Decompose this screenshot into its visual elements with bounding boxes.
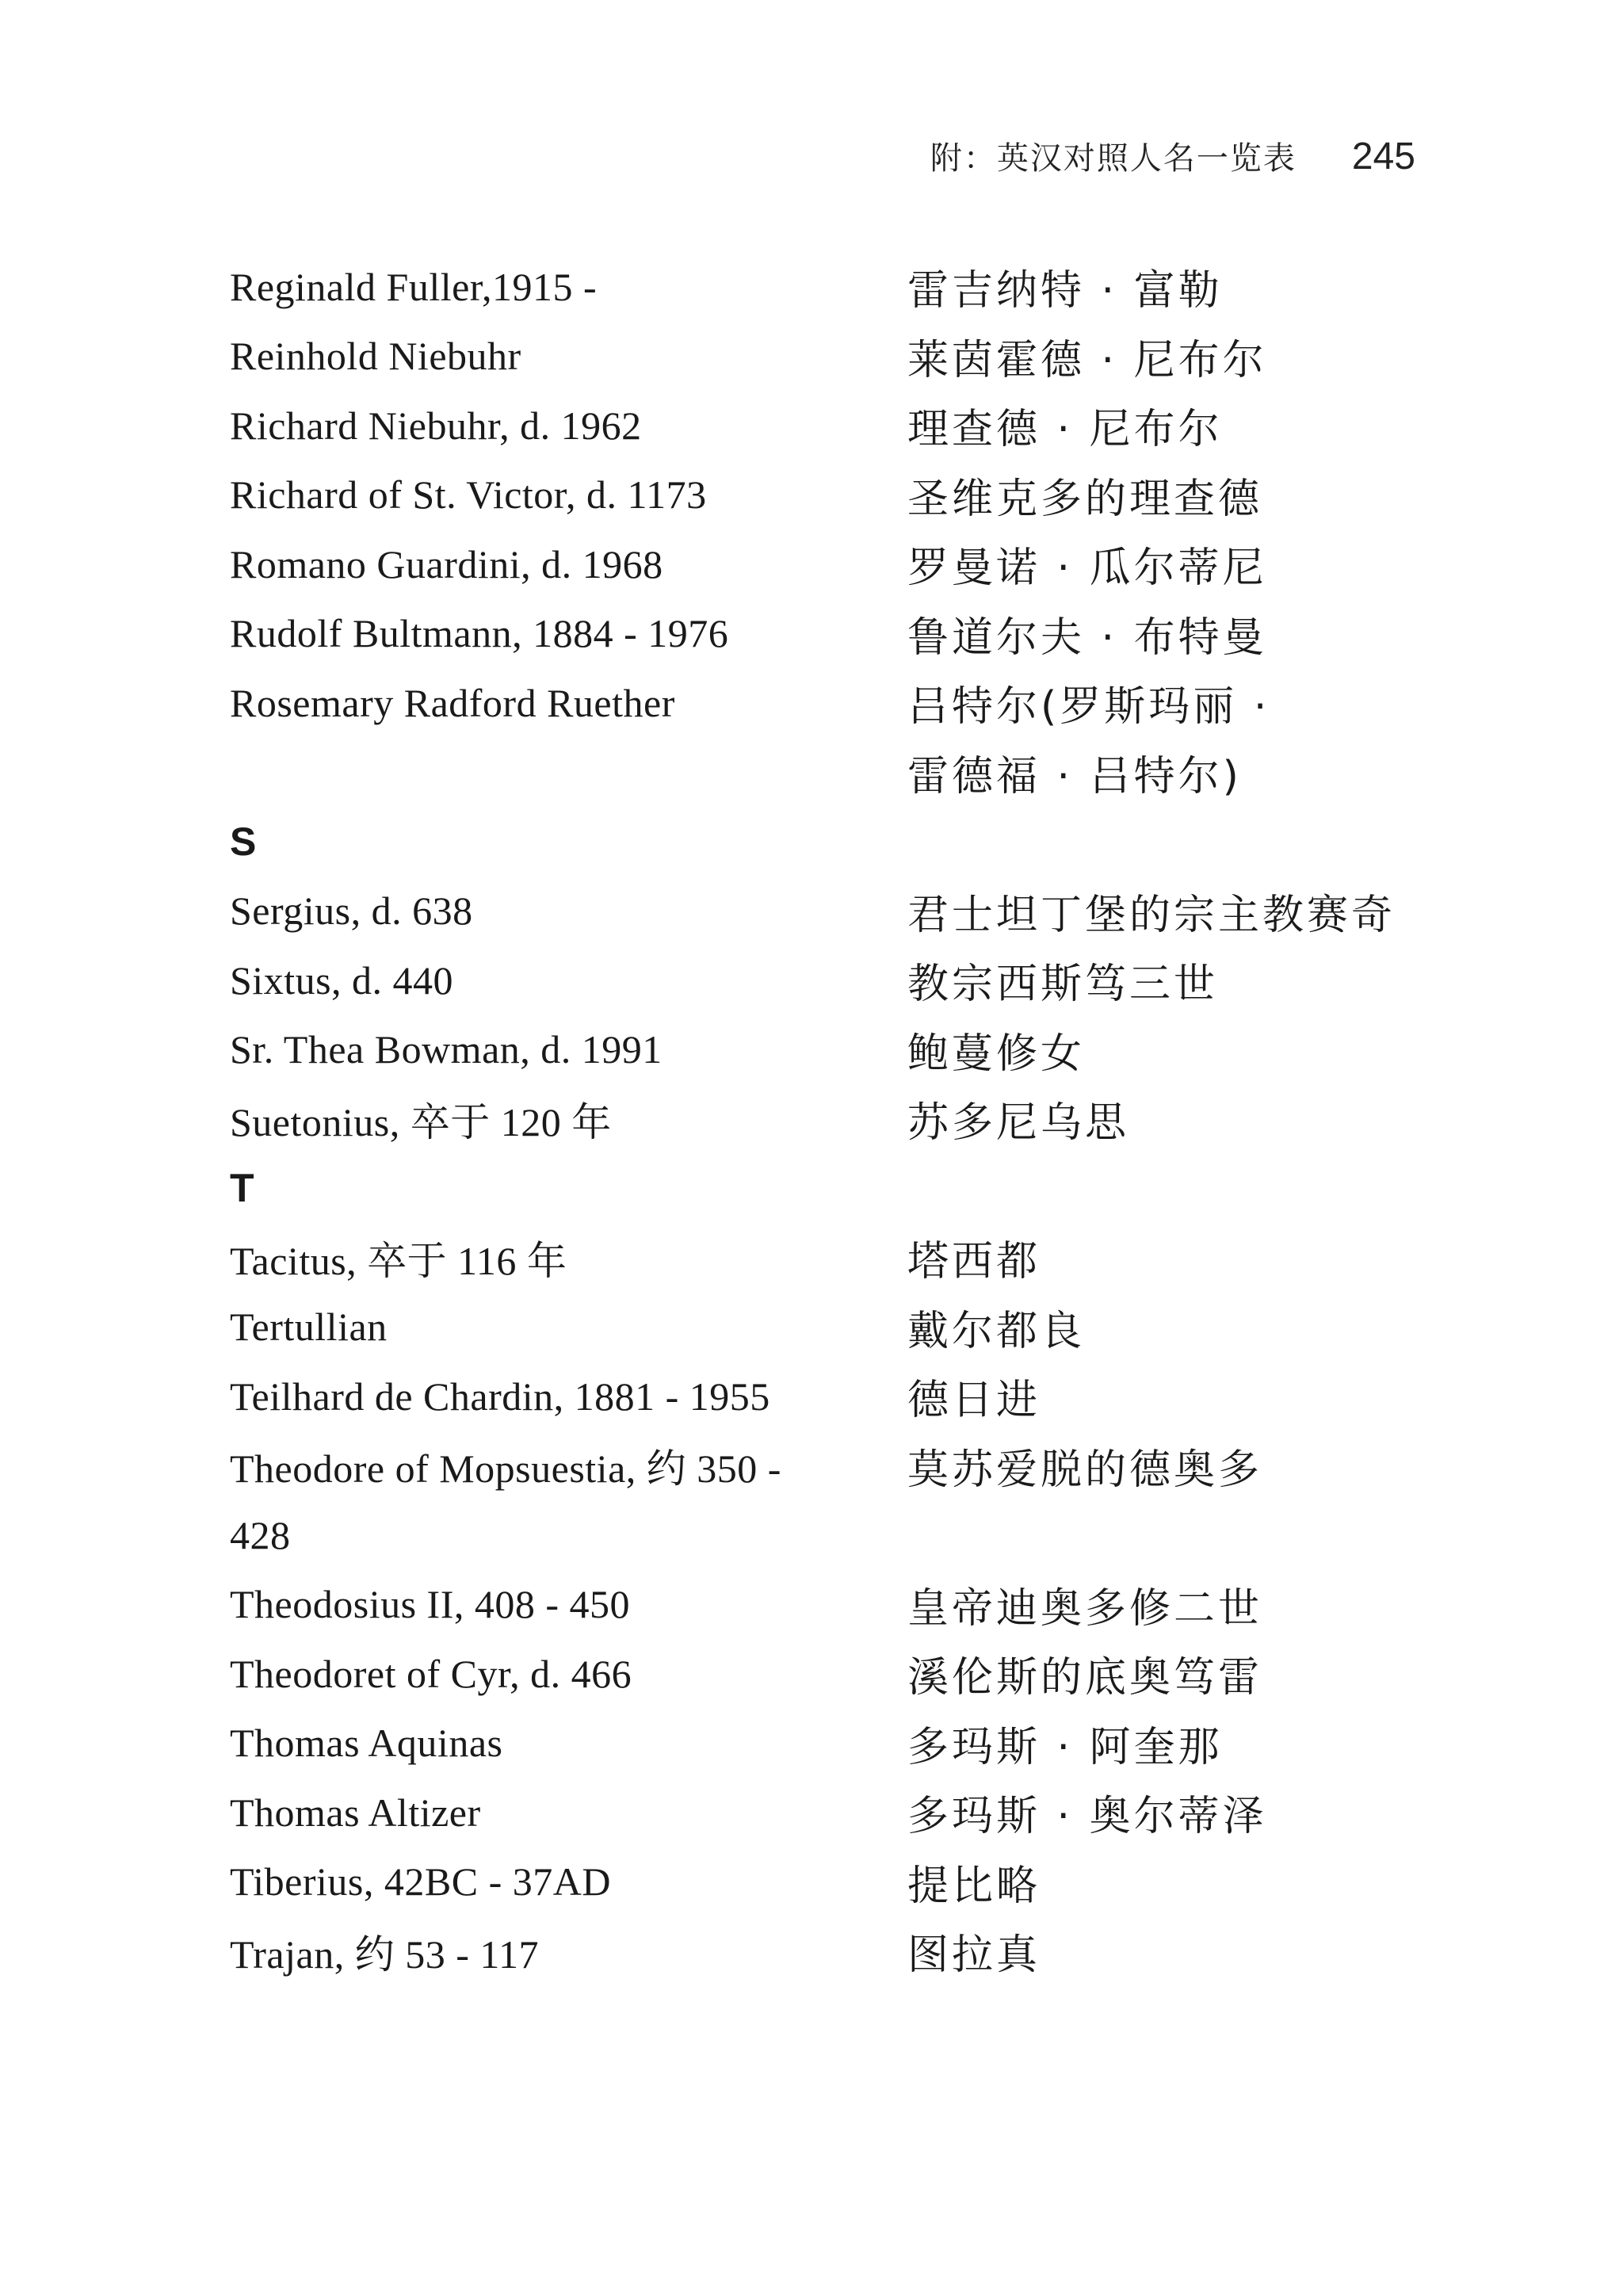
english-name: Tacitus, 卒于 116 年 <box>230 1238 567 1283</box>
english-name: Reinhold Niebuhr <box>230 334 521 379</box>
running-title: 附：英汉对照人名一览表 <box>930 140 1296 177</box>
english-name: Sr. Thea Bowman, d. 1991 <box>230 1027 663 1072</box>
index-entry-row <box>230 738 1419 808</box>
english-name: Teilhard de Chardin, 1881 - 1955 <box>230 1373 770 1419</box>
english-name: Theodoret of Cyr, d. 466 <box>230 1651 632 1696</box>
chinese-name: 提比略 <box>907 1862 1041 1910</box>
english-name: Theodosius II, 408 - 450 <box>230 1582 630 1627</box>
index-entry-row <box>230 1916 1419 1986</box>
english-name: Thomas Aquinas <box>230 1721 503 1766</box>
index-entry-row <box>230 1500 1419 1570</box>
index-entry-row <box>230 1431 1419 1501</box>
chinese-name: 罗曼诺 · 瓜尔蒂尼 <box>907 544 1267 593</box>
index-entry-row <box>230 946 1419 1015</box>
english-name: Rosemary Radford Ruether <box>230 680 675 725</box>
english-name: Richard of St. Victor, d. 1173 <box>230 472 707 518</box>
chinese-name: 莫苏爱脱的德奥多 <box>907 1446 1263 1494</box>
chinese-name: 德日进 <box>907 1377 1041 1425</box>
chinese-name: 君士坦丁堡的宗主教赛奇 <box>907 891 1396 939</box>
index-entry-row <box>230 252 1419 322</box>
index-entry-row <box>230 322 1419 392</box>
index-entry-row <box>230 1639 1419 1709</box>
english-name: 428 <box>230 1512 291 1557</box>
section-letter: S <box>230 819 257 864</box>
english-name: Tertullian <box>230 1305 388 1350</box>
english-name: Richard Niebuhr, d. 1962 <box>230 403 642 448</box>
index-entry-row <box>230 668 1419 738</box>
chinese-name: 戴尔都良 <box>907 1307 1086 1355</box>
english-name: Suetonius, 卒于 120 年 <box>230 1099 612 1144</box>
section-letter: T <box>230 1166 254 1211</box>
english-name: Theodore of Mopsuestia, 约 350 - <box>230 1446 781 1492</box>
chinese-name: 莱茵霍德 · 尼布尔 <box>907 336 1267 384</box>
index-entry-row <box>230 1778 1419 1847</box>
chinese-name: 多玛斯 · 奥尔蒂泽 <box>907 1793 1267 1841</box>
english-name: Trajan, 约 53 - 117 <box>230 1931 540 1977</box>
name-index-list <box>230 252 1419 1986</box>
chinese-name: 图拉真 <box>907 1931 1041 1980</box>
english-name: Rudolf Bultmann, 1884 - 1976 <box>230 611 729 656</box>
english-name: Sergius, d. 638 <box>230 888 473 934</box>
chinese-name: 多玛斯 · 阿奎那 <box>907 1723 1223 1771</box>
index-entry-row <box>230 1015 1419 1085</box>
chinese-name: 皇帝迪奥多修二世 <box>907 1584 1263 1633</box>
index-entry-row <box>230 460 1419 530</box>
chinese-name: 苏多尼乌思 <box>907 1099 1130 1148</box>
chinese-name: 塔西都 <box>907 1238 1041 1286</box>
english-name: Sixtus, d. 440 <box>230 957 454 1003</box>
chinese-name: 鲁道尔夫 · 布特曼 <box>907 613 1267 662</box>
index-entry-row <box>230 1084 1419 1154</box>
chinese-name: 吕特尔(罗斯玛丽 · <box>907 683 1270 732</box>
chinese-name: 圣维克多的理查德 <box>907 475 1263 523</box>
index-entry-row <box>230 1223 1419 1293</box>
english-name: Thomas Altizer <box>230 1790 481 1835</box>
chinese-name: 鲍蔓修女 <box>907 1030 1086 1078</box>
english-name: Romano Guardini, d. 1968 <box>230 541 663 586</box>
chinese-name: 雷德福 · 吕特尔) <box>907 752 1242 800</box>
english-name: Tiberius, 42BC - 37AD <box>230 1859 611 1904</box>
chinese-name: 理查德 · 尼布尔 <box>907 406 1223 454</box>
index-entry-row <box>230 1362 1419 1431</box>
index-entry-row <box>230 1847 1419 1917</box>
chinese-name: 溪伦斯的底奥笃雷 <box>907 1654 1263 1702</box>
index-entry-row <box>230 1709 1419 1778</box>
english-name: Reginald Fuller,1915 - <box>230 264 598 309</box>
index-entry-row <box>230 1570 1419 1640</box>
page-number: 245 <box>1351 136 1415 178</box>
chinese-name: 教宗西斯笃三世 <box>907 961 1219 1009</box>
index-entry-row <box>230 599 1419 669</box>
index-entry-row <box>230 391 1419 460</box>
index-entry-row <box>230 529 1419 599</box>
index-entry-row <box>230 877 1419 946</box>
running-header <box>930 133 1415 178</box>
chinese-name: 雷吉纳特 · 富勒 <box>907 267 1223 315</box>
index-entry-row <box>230 1293 1419 1362</box>
